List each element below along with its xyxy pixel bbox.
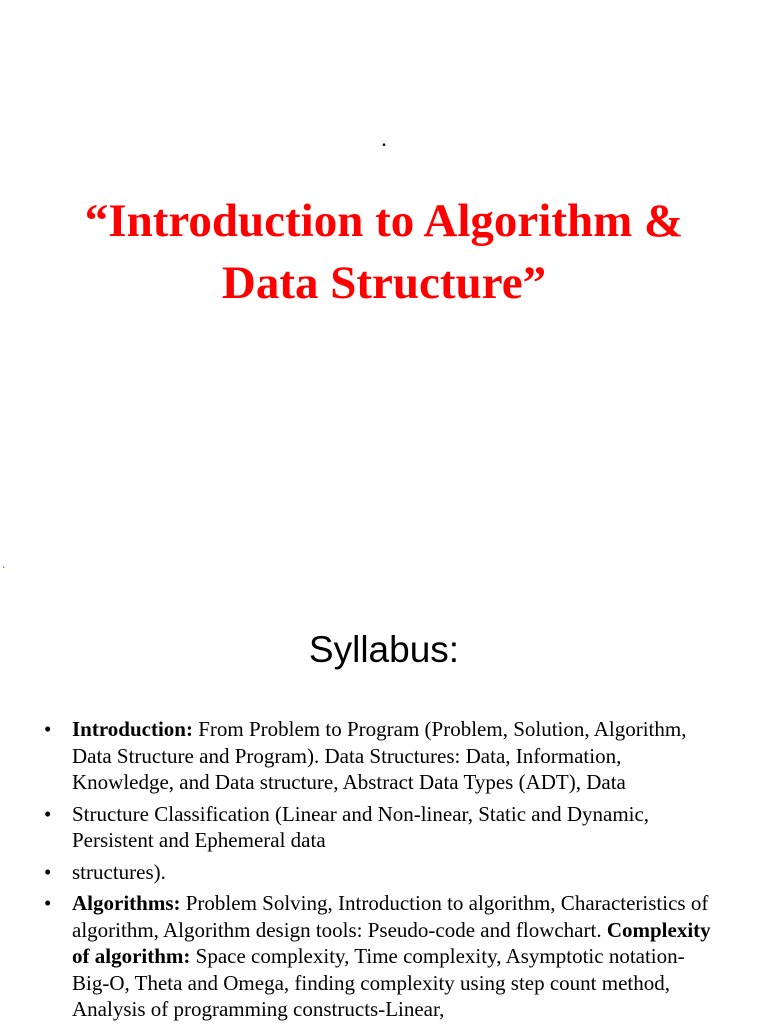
bullet-icon: • — [44, 891, 52, 915]
syllabus-heading: Syllabus: — [308, 629, 460, 670]
syllabus-list — [0, 716, 768, 1028]
item-text-complexity: Space complexity, Time complexity, Asymptotic notation- Big-O, Theta and Omega, finding complexity using step count method, Analysis of programming constructs-Linear, — [72, 944, 685, 1021]
syllabus-item-algorithms — [0, 890, 768, 1023]
presentation-title — [0, 190, 768, 314]
bullet-icon: • — [44, 717, 52, 741]
syllabus-item-structures — [0, 859, 768, 886]
item-text: Problem Solving, Introduction to algorithm, Characteristics of algorithm, Algorithm design tools: Pseudo-code and flowchart. — [72, 891, 709, 942]
item-label: Introduction: — [72, 717, 193, 741]
syllabus-item-classification — [0, 801, 768, 854]
bullet-icon: • — [44, 859, 52, 884]
title-line-2: Data Structure” — [221, 257, 547, 309]
item-label: Algorithms: — [72, 891, 181, 915]
item-text: structures). — [72, 859, 166, 884]
bullet-icon: • — [44, 801, 52, 826]
title-line-1: “Introduction to Algorithm & — [84, 195, 684, 247]
item-label-complexity: Complexity of algorithm: — [72, 917, 711, 968]
side-dot-mark: . — [2, 557, 6, 572]
item-text: From Problem to Program (Problem, Solution, Algorithm, Data Structure and Program). Data Structures: Data, Information, Knowledge, and Data structure, Abstract Data Types (ADT), Data — [72, 717, 687, 794]
item-text: Structure Classification (Linear and Non-linear, Static and Dynamic, Persistent and Ephemeral data — [72, 801, 650, 852]
syllabus-item-introduction — [0, 716, 768, 796]
top-dot-mark: . — [381, 126, 387, 151]
